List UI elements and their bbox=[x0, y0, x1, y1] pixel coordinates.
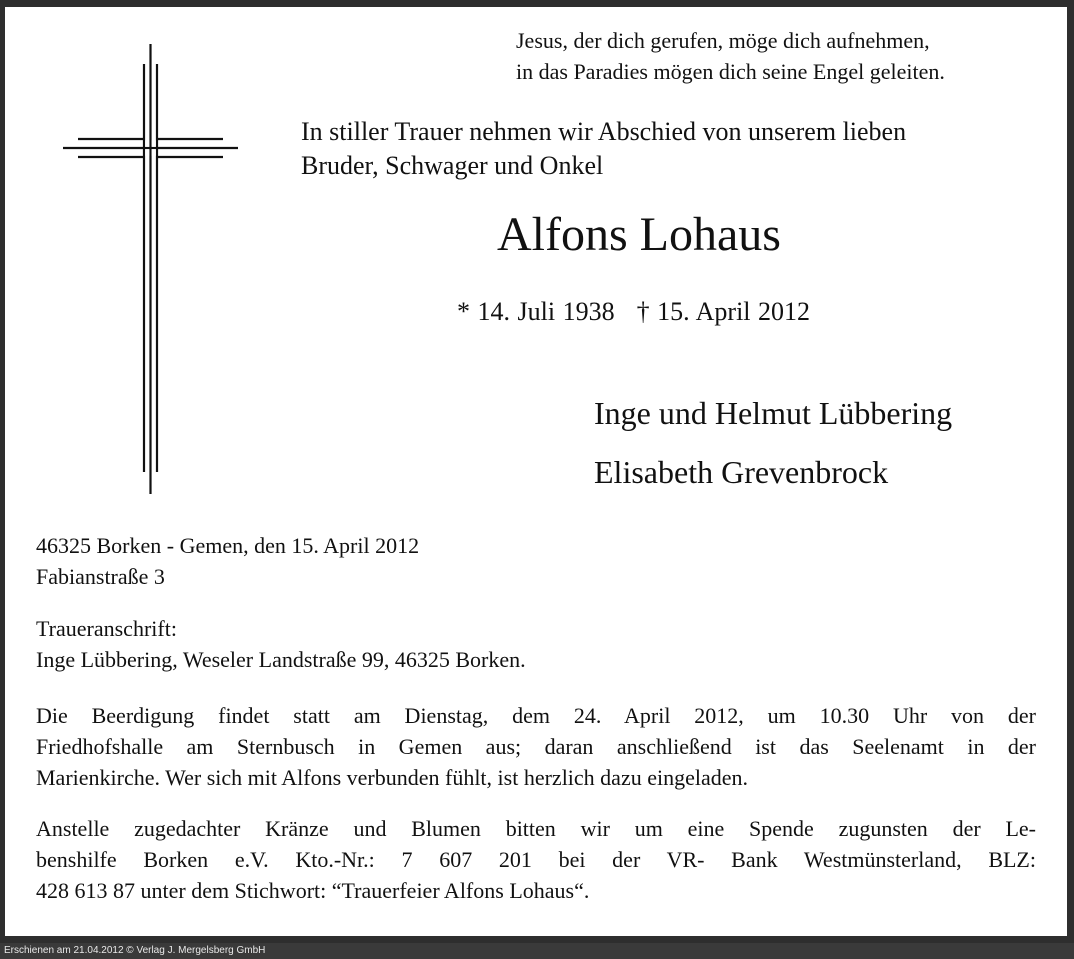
birth-date: * 14. Juli 1938 bbox=[457, 297, 615, 326]
mourning-address-label: Traueranschrift: bbox=[36, 616, 177, 641]
intro-line-2: Bruder, Schwager und Onkel bbox=[301, 151, 604, 180]
donation-line-2: benshilfe Borken e.V. Kto.-Nr.: 7 607 201 bei der VR- Bank Westmünsterland, BLZ: bbox=[36, 847, 1036, 872]
intro-line-1: In stiller Trauer nehmen wir Abschied von unserem lieben bbox=[301, 117, 907, 146]
deceased-name: Alfons Lohaus bbox=[497, 208, 781, 261]
intro-text bbox=[301, 115, 906, 183]
obituary-notice bbox=[5, 7, 1067, 936]
place-and-date bbox=[36, 530, 419, 592]
donation-line-1: Anstelle zugedachter Kränze und Blumen bitten wir um eine Spende zugunsten der Le- bbox=[36, 816, 1036, 841]
funeral-line-1: Die Beerdigung findet statt am Dienstag, dem 24. April 2012, um 10.30 Uhr von der bbox=[36, 703, 1036, 728]
funeral-paragraph bbox=[36, 700, 1036, 793]
funeral-line-2: Friedhofshalle am Sternbusch in Gemen aus; daran anschließend ist das Seelenamt in der bbox=[36, 734, 1036, 759]
place-line-2: Fabianstraße 3 bbox=[36, 564, 165, 589]
mourner-name: Elisabeth Grevenbrock bbox=[594, 454, 889, 490]
mourning-address bbox=[36, 613, 526, 675]
publication-footer: Erschienen am 21.04.2012 © Verlag J. Mergelsberg GmbH bbox=[0, 943, 1074, 959]
life-dates bbox=[457, 295, 810, 329]
verse-line-2: in das Paradies mögen dich seine Engel geleiten. bbox=[516, 59, 945, 84]
mourning-address-value: Inge Lübbering, Weseler Landstraße 99, 46325 Borken. bbox=[36, 647, 526, 672]
verse-line-1: Jesus, der dich gerufen, möge dich aufnehmen, bbox=[516, 28, 930, 53]
donation-line-3: 428 613 87 unter dem Stichwort: “Trauerfeier Alfons Lohaus“. bbox=[36, 878, 590, 903]
donation-paragraph bbox=[36, 813, 1036, 906]
cross-icon bbox=[63, 44, 238, 494]
mourner-name: Inge und Helmut Lübbering bbox=[594, 395, 953, 431]
bible-verse bbox=[516, 25, 945, 87]
death-date: † 15. April 2012 bbox=[636, 297, 811, 326]
funeral-line-3: Marienkirche. Wer sich mit Alfons verbunden fühlt, ist herzlich dazu eingeladen. bbox=[36, 765, 748, 790]
place-line-1: 46325 Borken - Gemen, den 15. April 2012 bbox=[36, 533, 420, 558]
